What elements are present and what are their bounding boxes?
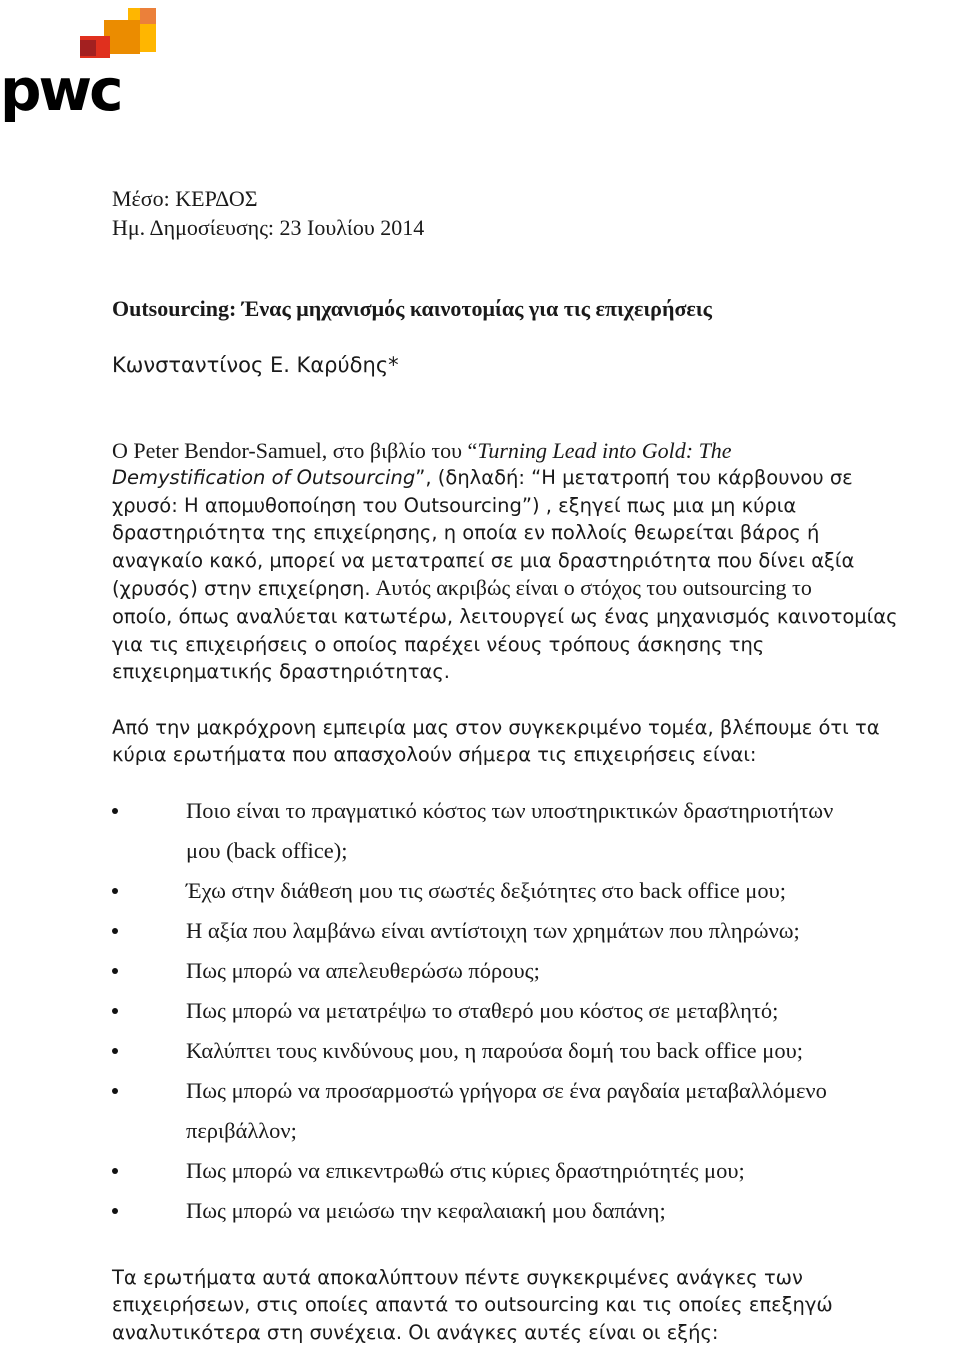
intro-line-8: για τις επιχειρήσεις ο οποίος παρέχει νέους τρόπους άσκησης της [112,632,765,656]
article-author: Κωνσταντίνος Ε. Καρύδης* [112,353,399,377]
questions-list [112,791,958,1231]
intro-line-5: αναγκαίο κακό, μπορεί να μετατραπεί σε μια δραστηριότητα που δίνει αξία [112,548,855,572]
bullet-icon [112,808,118,814]
intro-line-9: επιχειρηματικής δραστηριότητας. [112,660,450,684]
pwc-logo [0,0,170,135]
question-item: Η αξία που λαμβάνω είναι αντίστοιχη των χρημάτων που πληρώνω; [112,911,958,951]
question-item: Έχω στην διάθεση μου τις σωστές δεξιότητες στο back office μου; [112,871,958,911]
intro-line-3: χρυσό: Η απομυθοποίηση του Outsourcing”) , εξηγεί πως μια μη κύρια [112,493,797,517]
bullet-icon [112,1208,118,1214]
intro-line-1: Ο Peter Bendor-Samuel, στο βιβλίο του “Turning Lead into Gold: The [112,438,732,463]
bullet-icon [112,1168,118,1174]
bullet-icon [112,1088,118,1094]
bullet-icon [112,928,118,934]
needs-intro-paragraph [112,1264,958,1346]
publication-date: Ημ. Δημοσίευσης: 23 Ιουλίου 2014 [112,215,425,240]
bullet-icon [112,1048,118,1054]
question-item: Καλύπτει τους κινδύνους μου, η παρούσα δομή του back office μου; [112,1031,958,1071]
bullet-icon [112,968,118,974]
question-item: Πως μπορώ να μειώσω την κεφαλαιακή μου δαπάνη; [112,1191,958,1231]
questions-intro-paragraph [112,714,958,769]
needs-intro-line-3: αναλυτικότερα στη συνέχεια. Οι ανάγκες αυτές είναι οι εξής: [112,1320,719,1344]
intro-line-6: (χρυσός) στην επιχείρηση. Αυτός ακριβώς είναι ο στόχος του outsourcing το [112,575,812,601]
question-item: Πως μπορώ να προσαρμοστώ γρήγορα σε ένα ραγδαία μεταβαλλόμενο περιβάλλον; [112,1071,958,1151]
bullet-icon [112,1008,118,1014]
bullet-icon [112,888,118,894]
intro-line-2: Demystification of Outsourcing”, (δηλαδή: “Η μετατροπή του κάρβουνου σε [112,466,853,490]
intro-line-7: οποίο, όπως αναλύεται κατωτέρω, λειτουργεί ως ένας μηχανισμός καινοτομίας [112,605,898,629]
questions-intro-line-1: Από την μακρόχρονη εμπειρία μας στον συγκεκριμένο τομέα, βλέπουμε ότι τα [112,716,880,739]
question-item: Πως μπορώ να μετατρέψω το σταθερό μου κόστος σε μεταβλητό; [112,991,958,1031]
question-item: Πως μπορώ να απελευθερώσω πόρους; [112,951,958,991]
questions-intro-line-2: κύρια ερωτήματα που απασχολούν σήμερα τις επιχειρήσεις είναι: [112,743,757,767]
article-title: Outsourcing: Ένας μηχανισμός καινοτομίας για τις επιχειρήσεις [112,296,712,321]
question-item: Ποιο είναι το πραγματικό κόστος των υποστηρικτικών δραστηριοτήτων μου (back office); [112,791,958,871]
needs-intro-line-2: επιχειρήσεων, στις οποίες απαντά το outsourcing και τις οποίες επεξηγώ [112,1293,833,1317]
logo-color-blocks [80,8,156,58]
publication-source: Μέσο: ΚΕΡΔΟΣ [112,186,258,211]
logo-wordmark: pwc [0,56,121,124]
logo-block-pink [140,8,156,24]
logo-block-darkred [80,40,96,56]
intro-line-4: δραστηριότητα της επιχείρησης, η οποία εν πολλοίς θεωρείται βάρος ή [112,521,820,545]
question-item: Πως μπορώ να επικεντρωθώ στις κύριες δραστηριότητές μου; [112,1151,958,1191]
needs-intro-line-1: Τα ερωτήματα αυτά αποκαλύπτουν πέντε συγκεκριμένες ανάγκες των [112,1266,803,1289]
intro-paragraph [112,437,958,686]
